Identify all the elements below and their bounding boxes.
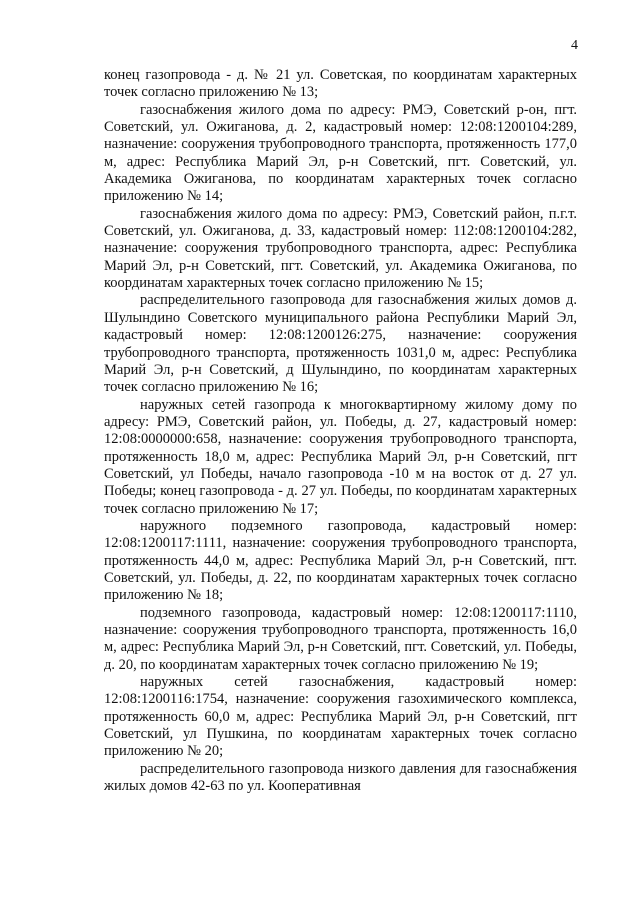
paragraph: газоснабжения жилого дома по адресу: РМЭ, Советский р-он, пгт. Советский, ул. Ожиганова, д. 2, кадастровый номер: 12:08:1200104:289, назначение: сооружения трубопроводного транспорта, протяженность 177,0 м, адрес: Республика Марий Эл, р-н Советский, пгт. Советский, ул. Академика Ожиганова, по координатам характерных точек согласно приложению № 14; bbox=[104, 101, 577, 205]
paragraph: наружного подземного газопровода, кадастровый номер: 12:08:1200117:1111, назначение: сооружения трубопроводного транспорта, протяженность 44,0 м, адрес: Республика Марий Эл, р-н Советский, пгт. Советский, ул. Победы, д. 22, по координатам характерных точек согласно приложению № 18; bbox=[104, 517, 577, 604]
paragraph: подземного газопровода, кадастровый номер: 12:08:1200117:1110, назначение: сооружения трубопроводного транспорта, протяженность 16,0 м, адрес: Республика Марий Эл, р-н Советский, пгт. Советский, ул. Победы, д. 20, по координатам характерных точек согласно приложению № 19; bbox=[104, 604, 577, 673]
paragraph: распределительного газопровода низкого давления для газоснабжения жилых домов 42-63 по ул. Кооперативная bbox=[104, 760, 577, 795]
paragraph: распределительного газопровода для газоснабжения жилых домов д. Шулындино Советского муниципального района Республики Марий Эл, кадастровый номер: 12:08:1200126:275, назначение: сооружения трубопроводного транспорта, протяженность 1031,0 м, адрес: Республика Марий Эл, р-н Советский, д Шулындино, по координатам характерных точек согласно приложению № 16; bbox=[104, 292, 577, 396]
document-body bbox=[104, 67, 577, 795]
paragraph: наружных сетей газоснабжения, кадастровый номер: 12:08:1200116:1754, назначение: сооружения газохимического комплекса, протяженность 60,0 м, адрес: Республика Марий Эл, р-н Советский, пгт Советский, ул Пушкина, по координатам характерных точек согласно приложению № 20; bbox=[104, 674, 577, 760]
paragraph: конец газопровода - д. № 21 ул. Советская, по координатам характерных точек согласно приложению № 13; bbox=[104, 67, 577, 101]
paragraph: газоснабжения жилого дома по адресу: РМЭ, Советский район, п.г.т. Советский, ул. Ожиганова, д. 33, кадастровый номер: 112:08:1200104:282, назначение: сооружения трубопроводного транспорта, адрес: Республика Марий Эл, р-н Советский, пгт. Советский, ул. Академика Ожиганова, по координатам характерных точек согласно приложению № 15; bbox=[104, 205, 577, 292]
paragraph: наружных сетей газопрода к многоквартирному жилому дому по адресу: РМЭ, Советский район, ул. Победы, д. 27, кадастровый номер: 12:08:0000000:658, назначение: сооружения трубопроводного транспорта, протяженность 18,0 м, адрес: Республика Марий Эл, р-н Советский, пгт Советский, ул Победы, начало газопровода -10 м на восток от д. 27 ул. Победы; конец газопровода - д. 27 ул. Победы, по координатам характерных точек согласно приложению № 17; bbox=[104, 396, 577, 517]
page-number: 4 bbox=[571, 38, 578, 53]
